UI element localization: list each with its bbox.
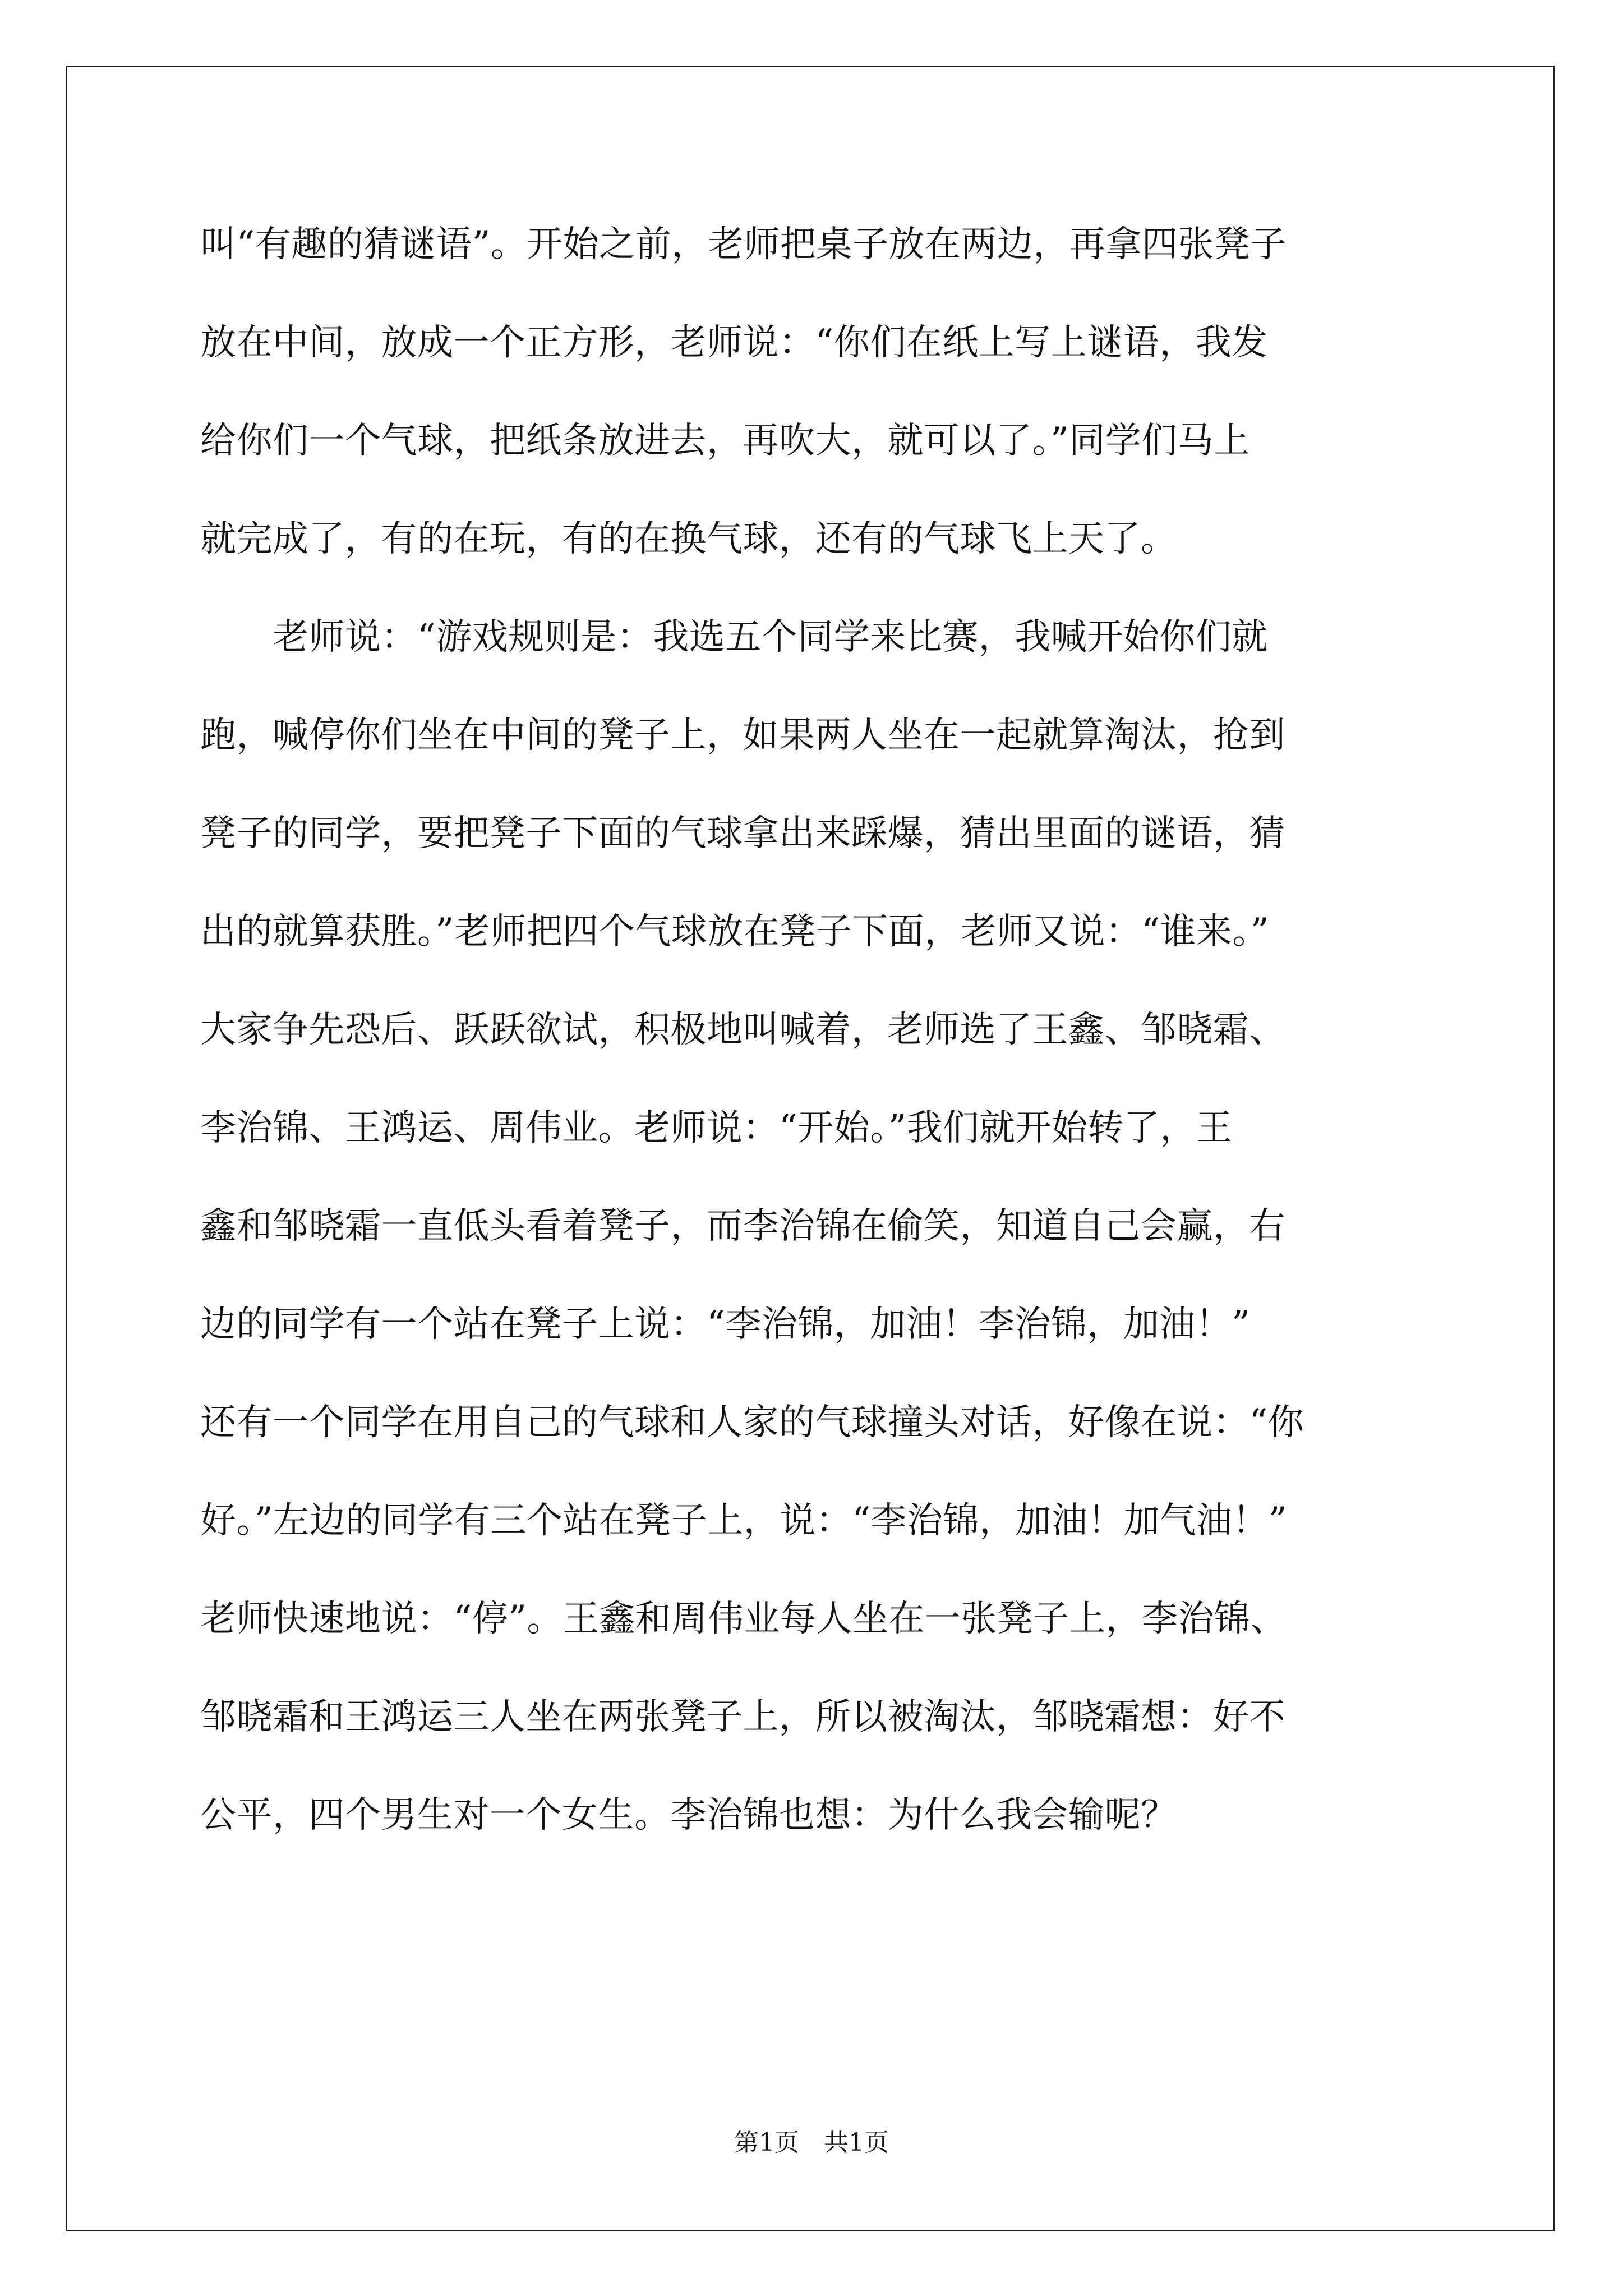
- text-line: 出的就算获胜。”老师把四个气球放在凳子下面，老师又说：“谁来。”: [200, 911, 1270, 953]
- text-line: 老师快速地说：“停”。王鑫和周伟业每人坐在一张凳子上，李治锦、: [200, 1598, 1287, 1640]
- text-line: 凳子的同学，要把凳子下面的气球拿出来踩爆，猜出里面的谜语，猜: [200, 813, 1285, 854]
- text-line: 就完成了，有的在玩，有的在换气球，还有的气球飞上天了。: [200, 518, 1177, 560]
- text-line: 给你们一个气球，把纸条放进去，再吹大，就可以了。”同学们马上: [200, 420, 1250, 462]
- text-line: 放在中间，放成一个正方形，老师说：“你们在纸上写上谜语，我发: [200, 322, 1268, 364]
- text-line: 邹晓霜和王鸿运三人坐在两张凳子上，所以被淘汰，邹晓霜想：好不: [200, 1696, 1285, 1738]
- text-line: 公平，四个男生对一个女生。李治锦也想：为什么我会输呢？: [200, 1795, 1177, 1836]
- text-line: 鑫和邹晓霜一直低头看着凳子，而李治锦在偷笑，知道自己会赢，右: [200, 1205, 1285, 1247]
- text-line: 边的同学有一个站在凳子上说：“李治锦，加油！李治锦，加油！”: [200, 1304, 1251, 1345]
- page-footer: 第1页 共1页: [734, 2128, 889, 2157]
- text-line: 老师说：“游戏规则是：我选五个同学来比赛，我喊开始你们就: [200, 616, 1268, 658]
- text-line: 李治锦、王鸿运、周伟业。老师说：“开始。”我们就开始转了，王: [200, 1107, 1233, 1149]
- text-line: 跑，喊停你们坐在中间的凳子上，如果两人坐在一起就算淘汰，抢到: [200, 715, 1285, 756]
- text-line: 叫“有趣的猜谜语”。开始之前，老师把桌子放在两边，再拿四张凳子: [200, 224, 1287, 265]
- text-line: 好。”左边的同学有三个站在凳子上，说：“李治锦，加油！加气油！”: [200, 1500, 1288, 1542]
- text-line: 大家争先恐后、跃跃欲试，积极地叫喊着，老师选了王鑫、邹晓霜、: [200, 1009, 1285, 1051]
- text-line: 还有一个同学在用自己的气球和人家的气球撞头对话，好像在说：“你: [200, 1402, 1304, 1443]
